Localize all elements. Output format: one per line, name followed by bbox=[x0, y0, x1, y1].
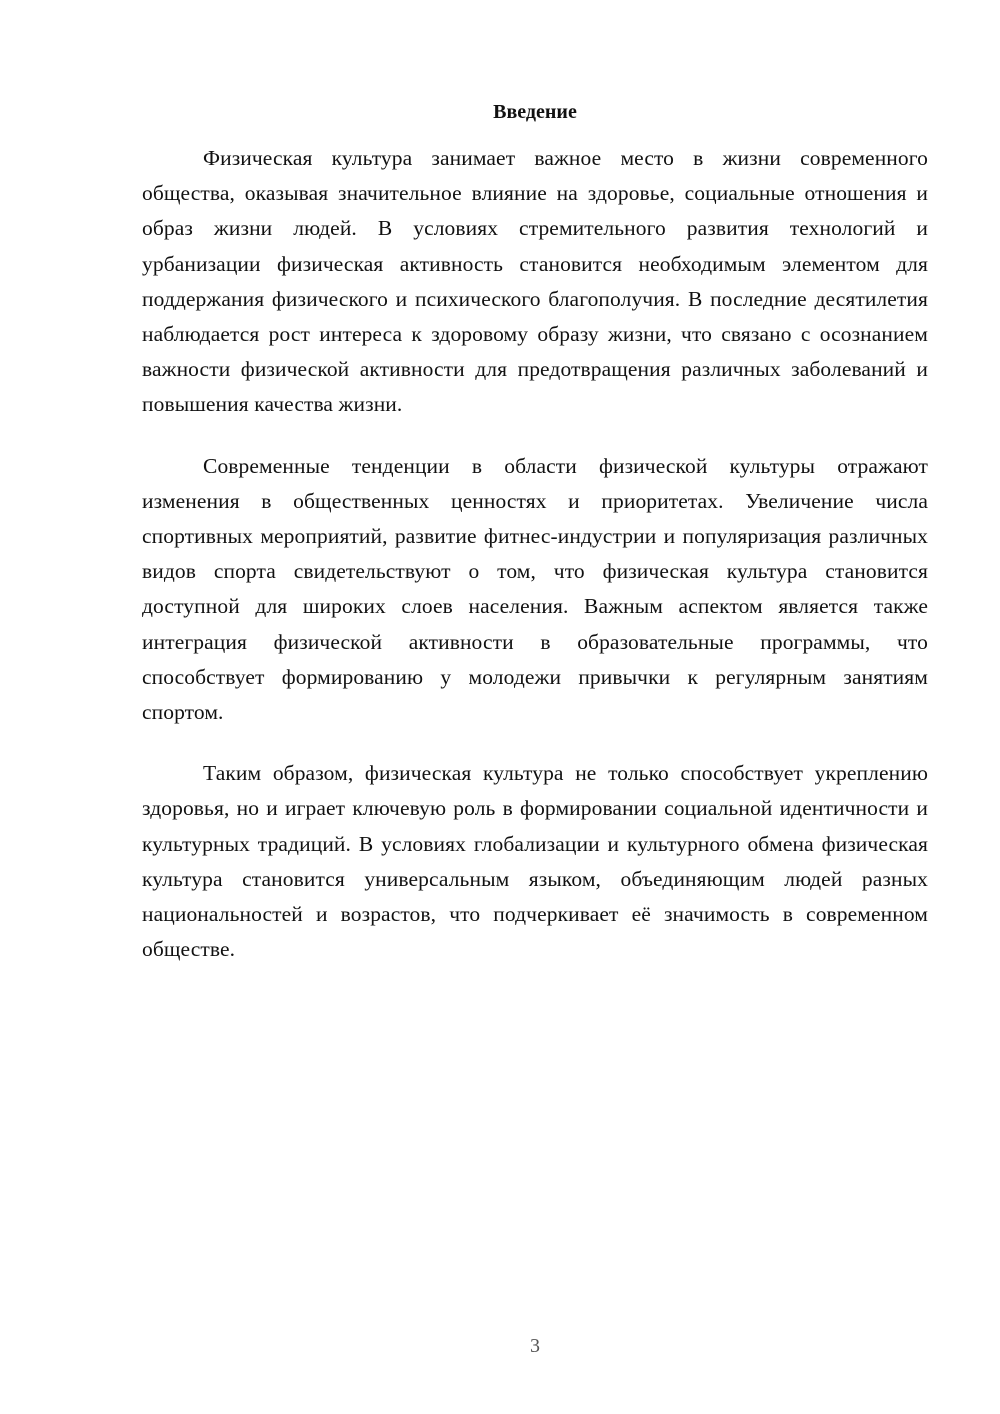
page-number: 3 bbox=[530, 1335, 540, 1357]
document-body bbox=[142, 141, 928, 993]
section-title: Введение bbox=[493, 101, 577, 123]
paragraph-3: Таким образом, физическая культура не только способствует укреплению здоровья, но и играет ключевую роль в формировании социальной идентичности и культурных традиций. В условиях глобализации и культурного обмена физическая культура становится универсальным языком, объединяющим людей разных национальностей и возрастов, что подчеркивает её значимость в современном обществе. bbox=[142, 761, 928, 962]
paragraph-2: Современные тенденции в области физической культуры отражают изменения в общественных ценностях и приоритетах. Увеличение числа спортивных мероприятий, развитие фитнес-индустрии и популяризация различных видов спорта свидетельствуют о том, что физическая культура становится доступной для широких слоев населения. Важным аспектом является также интеграция физической активности в образовательные программы, что способствует формированию у молодежи привычки к регулярным занятиям спортом. bbox=[142, 453, 928, 725]
paragraph-1: Физическая культура занимает важное место в жизни современного общества, оказывая значительное влияние на здоровье, социальные отношения и образ жизни людей. В условиях стремительного развития технологий и урбанизации физическая активность становится необходимым элементом для поддержания физического и психического благополучия. В последние десятилетия наблюдается рост интереса к здоровому образу жизни, что связано с осознанием важности физической активности для предотвращения различных заболеваний и повышения качества жизни. bbox=[142, 146, 928, 417]
